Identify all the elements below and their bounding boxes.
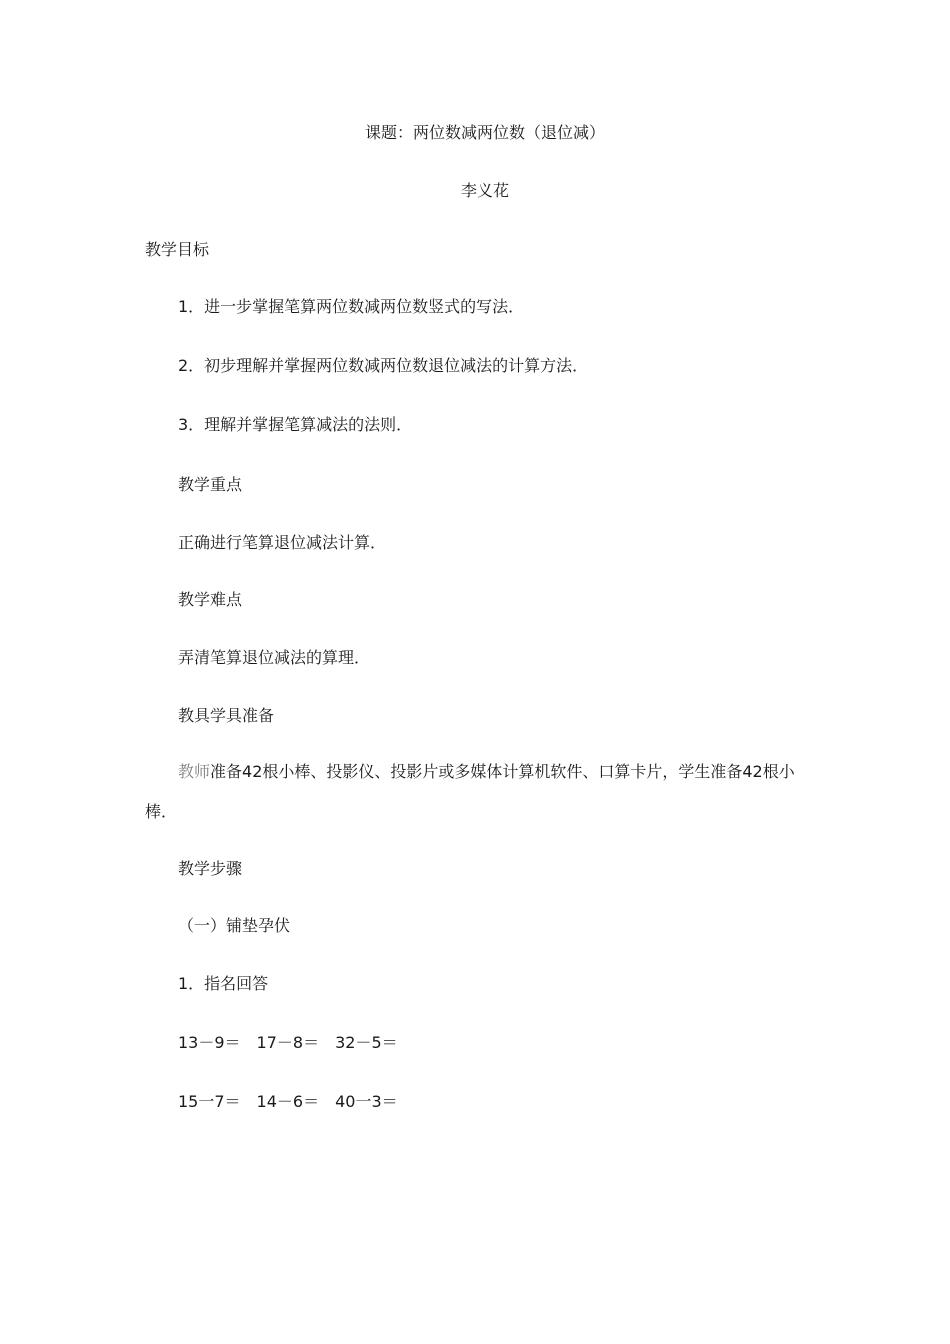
objective-item-1: 1．进一步掌握笔算两位数减两位数竖式的写法． xyxy=(178,297,525,316)
materials-rest: 准备42根小棒、投影仪、投影片或多媒体计算机软件、口算卡片，学生准备42根小棒． xyxy=(145,762,795,821)
materials-prefix: 教师 xyxy=(178,762,211,781)
difficulties-text: 弄清笔算退位减法的算理． xyxy=(178,648,371,667)
key-points-text: 正确进行笔算退位减法计算． xyxy=(178,533,387,552)
exercise-row-1: 13－9＝ 17－8＝ 32－5＝ xyxy=(178,1033,398,1052)
section-heading-difficulties: 教学难点 xyxy=(178,590,243,609)
materials-paragraph xyxy=(145,752,815,832)
objective-item-2: 2．初步理解并掌握两位数减两位数退位减法的计算方法． xyxy=(178,356,589,375)
section-heading-steps: 教学步骤 xyxy=(178,859,243,878)
objective-item-3: 3．理解并掌握笔算减法的法则． xyxy=(178,415,413,434)
step1-heading: （一）铺垫孕伏 xyxy=(178,916,291,935)
section-heading-key-points: 教学重点 xyxy=(178,475,243,494)
step1-item: 1．指名回答 xyxy=(178,974,269,993)
section-heading-materials: 教具学具准备 xyxy=(178,706,275,725)
section-heading-objectives: 教学目标 xyxy=(145,240,210,259)
exercise-row-2: 15一7＝ 14－6＝ 40一3＝ xyxy=(178,1092,398,1111)
document-author: 李义花 xyxy=(460,181,509,200)
document-title: 课题：两位数减两位数（退位减） xyxy=(364,123,605,142)
